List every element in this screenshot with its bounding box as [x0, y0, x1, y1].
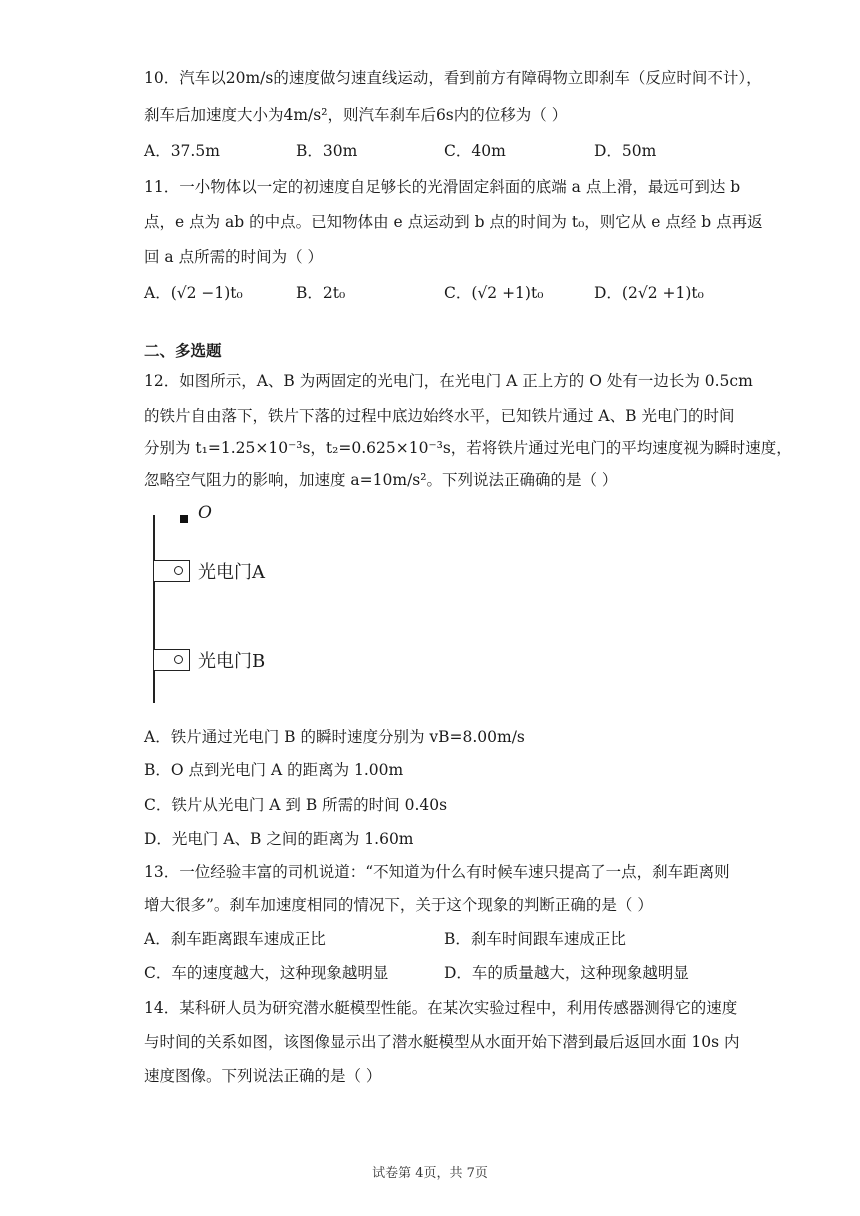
q11-option-c: C．(√2 +1)t₀	[444, 284, 544, 302]
section-title: 二、多选题	[144, 341, 222, 360]
q11-line3: 回 a 点所需的时间为（ ）	[144, 248, 324, 266]
q13-line2: 增大很多”。刹车加速度相同的情况下，关于这个现象的判断正确的是（ ）	[144, 896, 653, 914]
q13-line1: 13．一位经验丰富的司机说道：“不知道为什么有时候车速只提高了一点，刹车距离则	[144, 863, 730, 881]
q11-option-a: A．(√2 −1)t₀	[144, 284, 243, 302]
q14-line2: 与时间的关系如图，该图像显示出了潜水艇模型从水面开始下潜到最后返回水面 10s 内	[144, 1033, 740, 1051]
q12-option-b: B．O 点到光电门 A 的距离为 1.00m	[144, 761, 404, 779]
photogate-a	[154, 560, 190, 582]
sensor-circle-icon	[174, 566, 183, 575]
q11-line2: 点，e 点为 ab 的中点。已知物体由 e 点运动到 b 点的时间为 t₀，则它从 e 点经 b 点再返	[144, 213, 763, 231]
point-o-label: O	[198, 503, 212, 523]
page-footer: 试卷第 4页，共 7页	[372, 1166, 488, 1181]
support-rod	[153, 515, 155, 703]
q10-line2: 刹车后加速度大小为4m/s²，则汽车刹车后6s内的位移为（ ）	[144, 106, 568, 124]
q12-line2: 的铁片自由落下，铁片下落的过程中底边始终水平，已知铁片通过 A、B 光电门的时间	[144, 407, 735, 425]
iron-sheet-marker	[180, 515, 188, 523]
q12-option-d: D．光电门 A、B 之间的距离为 1.60m	[144, 830, 414, 848]
photogate-b	[154, 649, 190, 671]
q10-line1: 10．汽车以20m/s的速度做匀速直线运动，看到前方有障碍物立即刹车（反应时间不计），	[144, 69, 762, 87]
q14-line3: 速度图像。下列说法正确的是（ ）	[144, 1067, 382, 1085]
q13-option-d: D．车的质量越大，这种现象越明显	[444, 964, 689, 982]
q12-line4: 忽略空气阻力的影响，加速度 a=10m/s²。下列说法正确确的是（ ）	[144, 471, 618, 489]
q11-line1: 11．一小物体以一定的初速度自足够长的光滑固定斜面的底端 a 点上滑，最远可到达 b	[144, 178, 741, 196]
q10-option-d: D．50m	[594, 142, 657, 160]
q13-option-b: B．刹车时间跟车速成正比	[444, 930, 626, 948]
q10-option-a: A．37.5m	[144, 142, 220, 160]
q12-option-c: C．铁片从光电门 A 到 B 所需的时间 0.40s	[144, 796, 448, 814]
q13-option-a: A．刹车距离跟车速成正比	[144, 930, 326, 948]
q12-line1: 12．如图所示，A、B 为两固定的光电门，在光电门 A 正上方的 O 处有一边长为 0.5cm	[144, 372, 753, 390]
q10-option-c: C．40m	[444, 142, 506, 160]
photogate-b-label: 光电门B	[198, 651, 266, 672]
q11-option-b: B．2t₀	[296, 284, 346, 302]
photogate-a-label: 光电门A	[198, 562, 265, 583]
photogate-diagram	[140, 505, 300, 705]
q11-option-d: D．(2√2 +1)t₀	[594, 284, 704, 302]
q10-option-b: B．30m	[296, 142, 358, 160]
q12-line3: 分别为 t₁=1.25×10⁻³s，t₂=0.625×10⁻³s，若将铁片通过光电门的平均速度视为瞬时速度，	[144, 439, 792, 457]
q13-option-c: C．车的速度越大，这种现象越明显	[144, 964, 389, 982]
sensor-circle-icon	[174, 655, 183, 664]
q14-line1: 14．某科研人员为研究潜水艇模型性能。在某次实验过程中，利用传感器测得它的速度	[144, 999, 738, 1017]
q12-option-a: A．铁片通过光电门 B 的瞬时速度分别为 vB=8.00m/s	[144, 728, 525, 746]
